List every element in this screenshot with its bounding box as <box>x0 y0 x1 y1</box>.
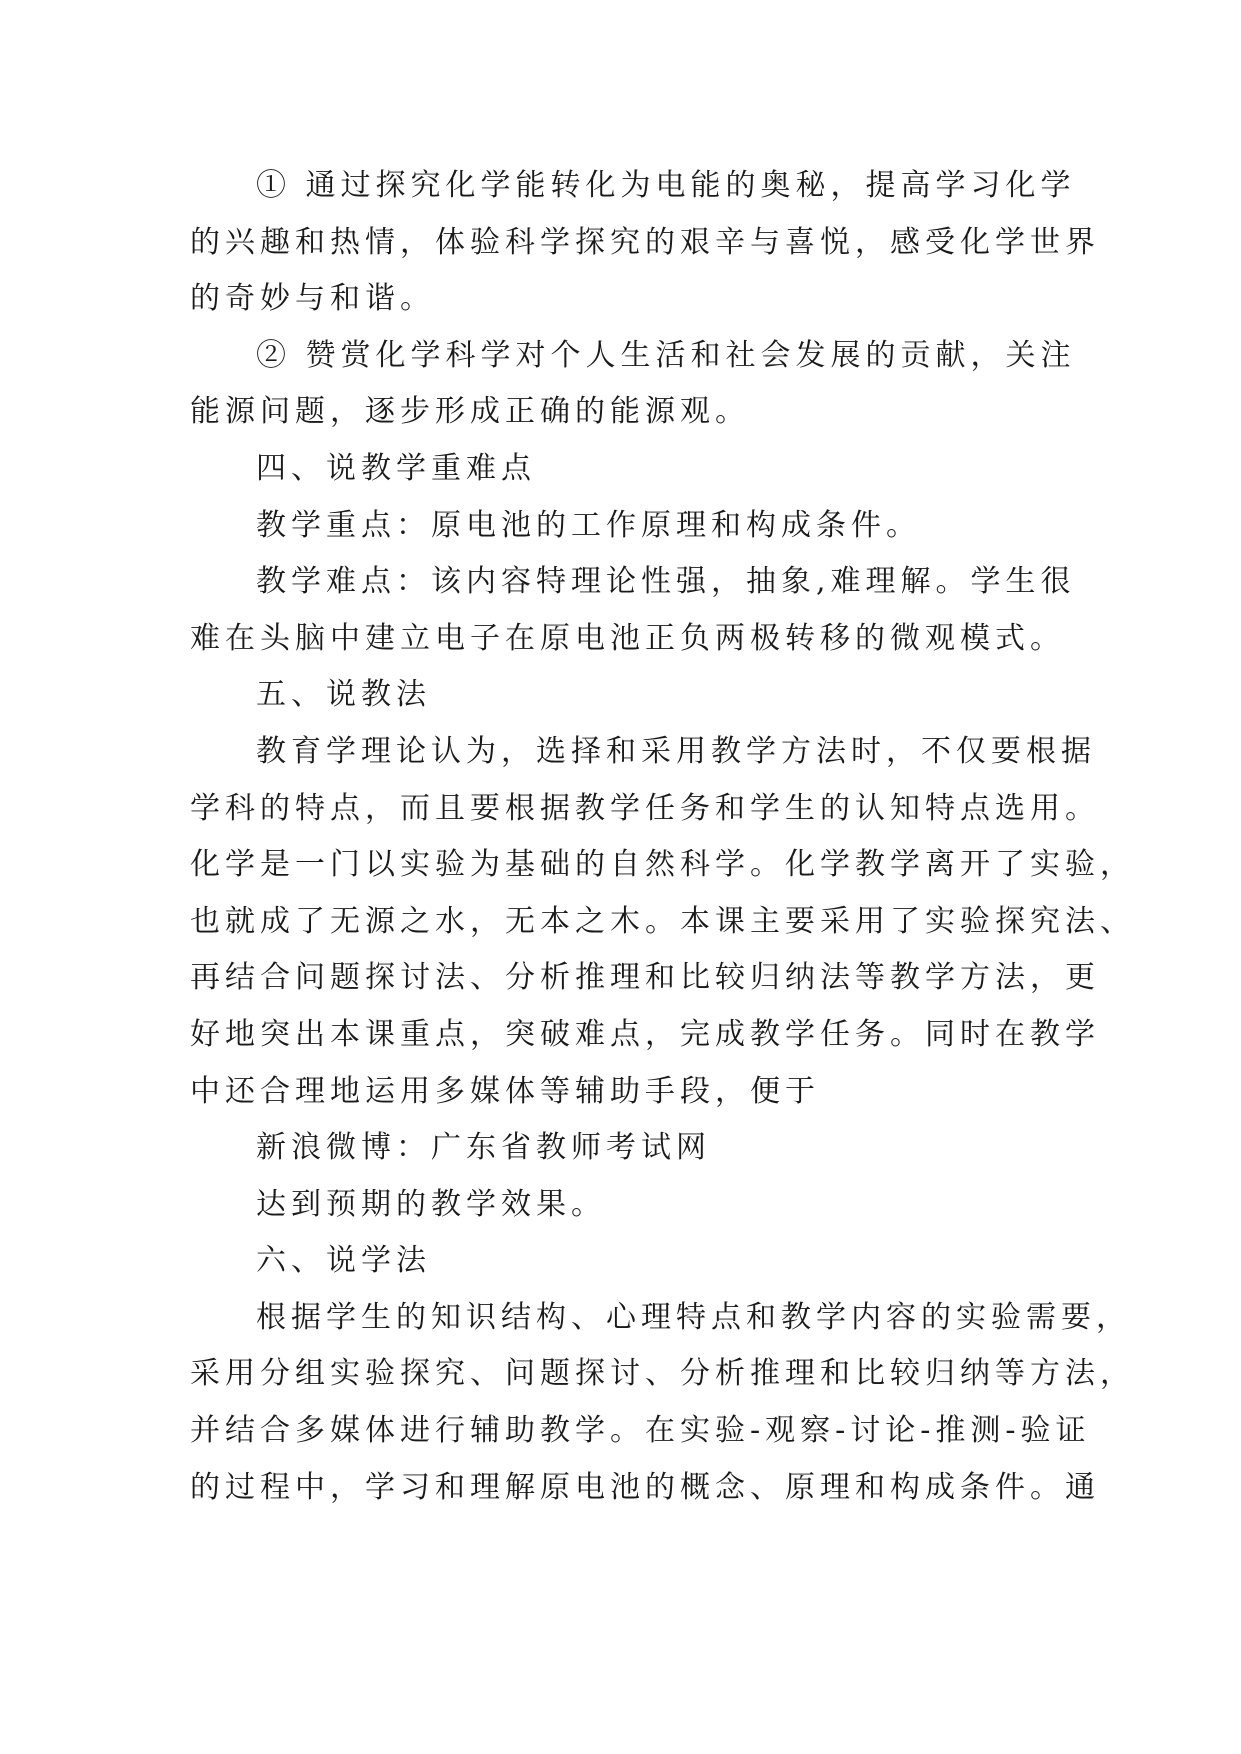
text-line: 能源问题，逐步形成正确的能源观。 <box>190 394 750 430</box>
text-line: 化学是一门以实验为基础的自然科学。化学教学离开了实验， <box>190 847 1135 883</box>
text-line: 的过程中，学习和理解原电池的概念、原理和构成条件。通 <box>190 1469 1100 1505</box>
paragraph-teaching-method <box>190 724 1135 1120</box>
text-line: 好地突出本课重点，突破难点，完成教学任务。同时在教学 <box>190 1016 1100 1052</box>
text-line: 的奇妙与和谐。 <box>190 281 435 317</box>
paragraph-emotion-goal-2 <box>190 328 1076 441</box>
paragraph-emotion-goal-1 <box>190 158 1100 328</box>
section-heading-teaching-method <box>190 667 1050 724</box>
paragraph-learning-method <box>190 1290 1135 1516</box>
paragraph-teaching-difficulty <box>190 554 1076 667</box>
text-line: 学科的特点，而且要根据教学任务和学生的认知特点选用。 <box>190 790 1100 826</box>
text-line: 达到预期的教学效果。 <box>256 1186 606 1222</box>
text-line: 五、说教法 <box>256 677 431 713</box>
text-line: 根据学生的知识结构、心理特点和教学内容的实验需要， <box>256 1299 1131 1335</box>
section-heading-key-points <box>190 441 1050 498</box>
paragraph-weibo-note <box>190 1120 1050 1177</box>
text-line: 六、说学法 <box>256 1243 431 1279</box>
text-line: ② 赞赏化学科学对个人生活和社会发展的贡献，关注 <box>256 337 1076 373</box>
text-line: 中还合理地运用多媒体等辅助手段，便于 <box>190 1073 820 1109</box>
section-heading-learning-method <box>190 1233 1050 1290</box>
text-line: 再结合问题探讨法、分析推理和比较归纳法等教学方法，更 <box>190 960 1100 996</box>
text-line: 教育学理论认为，选择和采用教学方法时，不仅要根据 <box>256 733 1096 769</box>
text-line: 四、说教学重难点 <box>256 450 536 486</box>
text-line: 的兴趣和热情，体验科学探究的艰辛与喜悦，感受化学世界 <box>190 224 1100 260</box>
text-line: ① 通过探究化学能转化为电能的奥秘，提高学习化学 <box>256 168 1076 203</box>
paragraph-teaching-focus <box>190 498 1050 555</box>
text-line: 也就成了无源之水，无本之木。本课主要采用了实验探究法、 <box>190 903 1135 939</box>
text-line: 新浪微博：广东省教师考试网 <box>256 1130 711 1166</box>
text-line: 并结合多媒体进行辅助教学。在实验-观察-讨论-推测-验证 <box>190 1413 1091 1449</box>
text-line: 教学难点：该内容特理论性强，抽象,难理解。学生很 <box>256 564 1076 600</box>
text-line: 采用分组实验探究、问题探讨、分析推理和比较归纳等方法， <box>190 1356 1135 1392</box>
text-line: 难在头脑中建立电子在原电池正负两极转移的微观模式。 <box>190 620 1065 656</box>
paragraph-teaching-method-end <box>190 1177 1050 1234</box>
document-page <box>190 158 1135 1516</box>
text-line: 教学重点：原电池的工作原理和构成条件。 <box>256 507 921 543</box>
